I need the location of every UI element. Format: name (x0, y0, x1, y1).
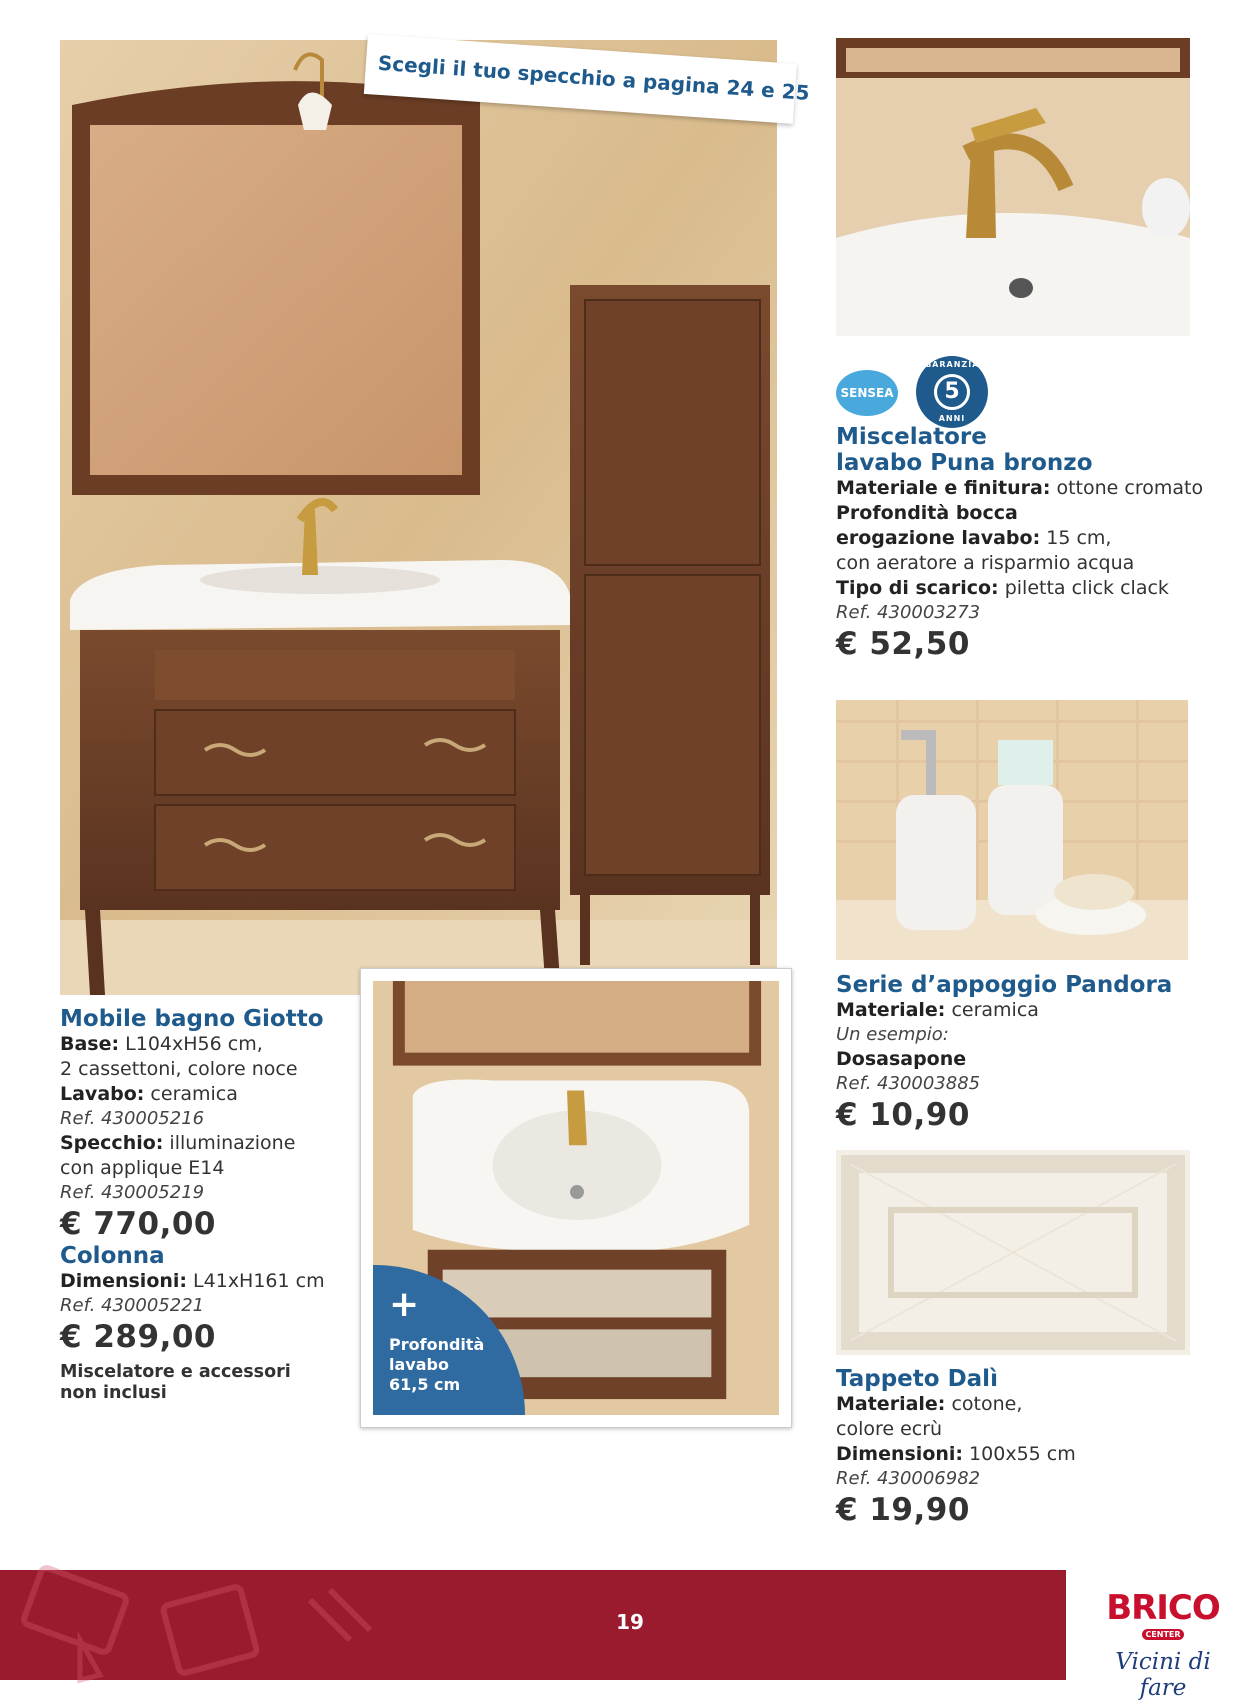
tappeto-material: Materiale: cotone, (836, 1393, 1023, 1415)
miscelatore-title-line-2: lavabo Puna bronzo (836, 450, 1093, 476)
badge-line-3: 61,5 cm (389, 1375, 461, 1394)
tappeto-dimensions: Dimensioni: 100x55 cm (836, 1443, 1076, 1465)
badge-line-2: lavabo (389, 1355, 449, 1374)
giotto-spec-basin: Lavabo: ceramica (60, 1083, 238, 1105)
faucet-photo (836, 38, 1190, 336)
not-included-note-2: non inclusi (60, 1383, 167, 1403)
tappeto-title: Tappeto Dalì (836, 1366, 998, 1392)
warranty-number: 5 (934, 374, 970, 410)
colonna-price: € 289,00 (60, 1319, 216, 1355)
giotto-ref-1: Ref. 430005216 (60, 1108, 205, 1129)
giotto-ref-2: Ref. 430005219 (60, 1182, 205, 1203)
pandora-info (836, 972, 1236, 1134)
mirror-page-banner: Scegli il tuo specchio a pagina 24 e 25 (364, 34, 797, 124)
miscelatore-material: Materiale e finitura: ottone cromato (836, 477, 1204, 499)
basin-inset-photo (360, 968, 792, 1428)
miscelatore-ref: Ref. 430003273 (836, 602, 981, 623)
pandora-ref: Ref. 430003885 (836, 1073, 981, 1094)
giotto-title: Mobile bagno Giotto (60, 1006, 324, 1032)
badge-line-1: Profondità (389, 1335, 485, 1354)
miscelatore-depth-label: Profondità bocca (836, 502, 1018, 524)
not-included-note-1: Miscelatore e accessori (60, 1362, 291, 1382)
giotto-spec-drawers: 2 cassettoni, colore noce (60, 1058, 298, 1080)
footer-red-band (0, 1570, 1066, 1680)
page-number: 19 (616, 1610, 644, 1634)
tappeto-info (836, 1366, 1236, 1529)
brand-name: BRICO (1106, 1588, 1220, 1628)
miscelatore-info (836, 424, 1236, 663)
miscelatore-spout: erogazione lavabo: 15 cm, (836, 527, 1112, 549)
warranty-5-years-badge (916, 356, 988, 428)
pandora-material: Materiale: ceramica (836, 999, 1039, 1021)
pandora-photo (836, 700, 1188, 960)
brico-center-logo (1098, 1588, 1228, 1701)
pandora-title: Serie d’appoggio Pandora (836, 972, 1173, 998)
page-footer (0, 1570, 1250, 1701)
tappeto-color: colore ecrù (836, 1418, 943, 1440)
sensea-logo: SENSEA (836, 370, 898, 416)
plus-icon: + (389, 1284, 420, 1325)
miscelatore-title-line-1: Miscelatore (836, 424, 987, 450)
tappeto-price: € 19,90 (836, 1492, 970, 1528)
giotto-info (60, 1006, 360, 1404)
colonna-ref: Ref. 430005221 (60, 1295, 205, 1316)
pandora-item: Dosasapone (836, 1048, 967, 1070)
brand-badge: CENTER (1142, 1629, 1183, 1640)
warranty-bottom-text: ANNI (938, 414, 966, 423)
miscelatore-aerator: con aeratore a risparmio acqua (836, 552, 1135, 574)
tappeto-ref: Ref. 430006982 (836, 1468, 981, 1489)
miscelatore-drain: Tipo di scarico: piletta click clack (836, 577, 1169, 599)
giotto-main-photo (60, 40, 777, 995)
giotto-spec-lamp: con applique E14 (60, 1157, 225, 1179)
warranty-top-text: GARANZIA (924, 360, 980, 369)
brand-slogan: Vicini di fare (1115, 1649, 1211, 1701)
pandora-example-label: Un esempio: (836, 1024, 949, 1045)
colonna-title: Colonna (60, 1243, 165, 1269)
colonna-dimensions: Dimensioni: L41xH161 cm (60, 1270, 325, 1292)
giotto-spec-base: Base: L104xH56 cm, (60, 1033, 263, 1055)
pandora-price: € 10,90 (836, 1097, 970, 1133)
giotto-spec-mirror: Specchio: illuminazione (60, 1132, 296, 1154)
tappeto-photo (836, 1150, 1190, 1355)
giotto-price: € 770,00 (60, 1206, 216, 1242)
miscelatore-price: € 52,50 (836, 626, 970, 662)
